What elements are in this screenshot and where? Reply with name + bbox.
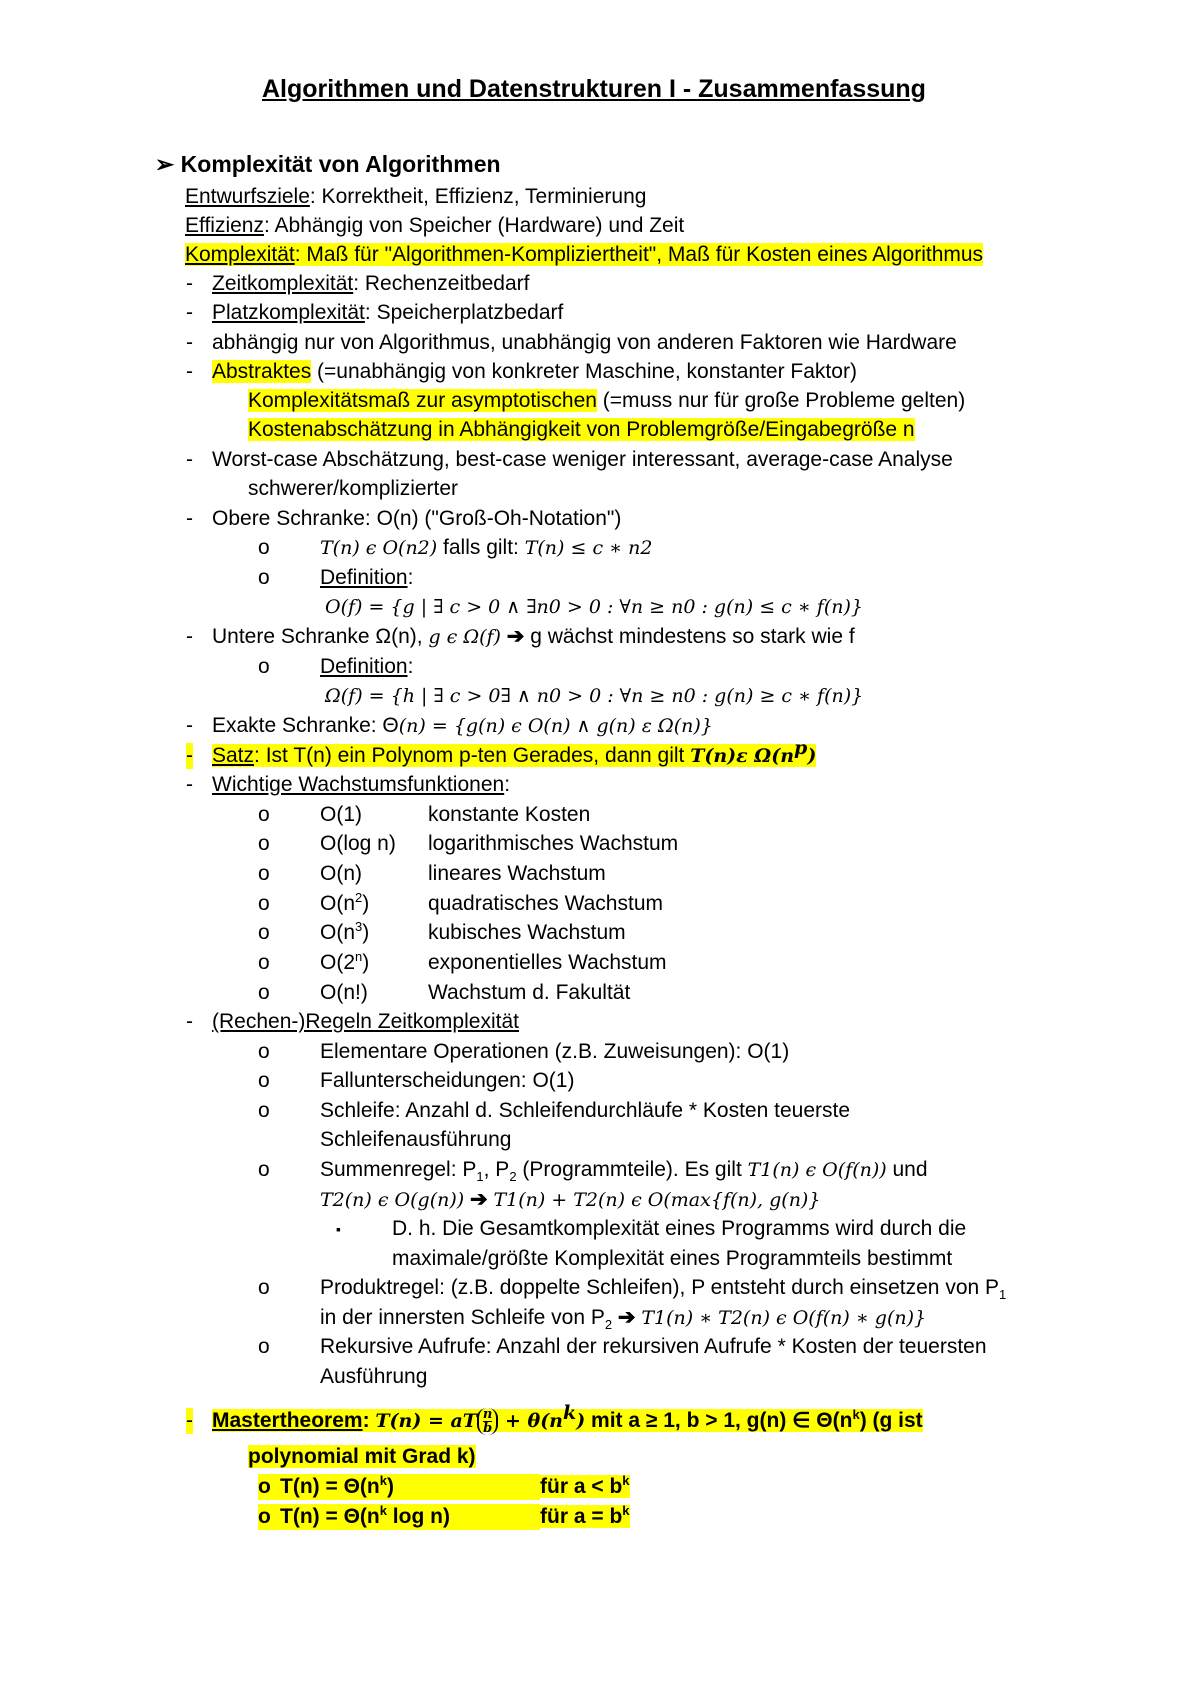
dash-marker: - <box>186 448 193 471</box>
dash-marker: - <box>186 1010 193 1033</box>
section-heading-text: Komplexität von Algorithmen <box>180 151 501 177</box>
dash-marker: - <box>186 360 193 383</box>
obere-schranke-condition: T(n) ϵ O(n2) falls gilt: T(n) ≤ c ∗ n2 <box>320 536 653 559</box>
satz-line: Satz: Ist T(n) ein Polynom p-ten Gerades, dann gilt T(n)ε $\Omega(n^p)$ <box>212 737 817 767</box>
growth-description: lineares Wachstum <box>428 862 606 885</box>
arrow-bullet-icon: ➢ <box>155 151 175 177</box>
growth-description: Wachstum d. Fakultät <box>428 981 631 1004</box>
entwurfsziele-line: Entwurfsziele: Korrektheit, Effizienz, Terminierung <box>185 185 647 208</box>
document-title: Algorithmen und Datenstrukturen I - Zusammenfassung <box>262 75 926 103</box>
arrow-right-icon: ➔ <box>464 1188 494 1211</box>
square-bullet-icon: ▪ <box>336 1221 341 1237</box>
circle-marker: o <box>258 1474 283 1500</box>
growth-description: logarithmisches Wachstum <box>428 832 679 855</box>
definition-label: Definition: <box>320 655 414 678</box>
growth-notation: $O(n^2)$ <box>320 890 370 915</box>
growth-notation: O(n!) <box>320 981 368 1004</box>
growth-notation: O(1) <box>320 803 362 826</box>
obere-definition-formula: O(f) = {g | ∃ c > 0 ∧ ∃n0 > 0 : ∀n ≥ n0 : g(n) ≤ c ∗ f(n)} <box>325 596 863 618</box>
master-case-1: $T(n) = \Theta(n^k)$ für $a < b^k$ <box>280 1473 630 1498</box>
growth-notation: O(log n) <box>320 832 396 855</box>
growth-notation: O(2$^n$) <box>320 949 370 974</box>
dash-marker: - <box>186 272 193 295</box>
circle-marker: o <box>258 1158 270 1181</box>
growth-description: konstante Kosten <box>428 803 591 826</box>
exakte-schranke-line: Exakte Schranke: Θ(n) = {g(n) ϵ O(n) ∧ g(n) ε Ω(n)} <box>212 714 713 737</box>
abhaengig-line: abhängig nur von Algorithmus, unabhängig von anderen Faktoren wie Hardware <box>212 331 957 354</box>
circle-marker: o <box>258 536 270 559</box>
master-case-2: $T(n) = \Theta(n^k$ log n) für $a = b^k$ <box>280 1503 630 1528</box>
circle-marker: o <box>258 1276 270 1299</box>
dash-marker: - <box>186 744 193 767</box>
circle-marker: o <box>258 566 270 589</box>
mastertheorem-line: Mastertheorem: T(n) = aT $\frac{n}{b}$ + $\theta(n^k)$ mit a ≥ 1, b > 1, g(n) ∈ $\Theta(n^k)$ (g ist <box>212 1402 923 1436</box>
circle-marker: o <box>258 862 270 885</box>
growth-notation: O(n) <box>320 862 362 885</box>
growth-description: kubisches Wachstum <box>428 921 626 944</box>
summenregel-line-2: T2(n) ϵ O(g(n)) ➔ T1(n) + T2(n) ϵ O(max{f(n), g(n)} <box>320 1188 821 1211</box>
growth-notation: $O(n^3)$ <box>320 919 370 944</box>
komplexitaet-line: Komplexität: Maß für "Algorithmen-Kompliziertheit", Maß für Kosten eines Algorithmus <box>185 243 984 266</box>
circle-marker: o <box>258 1504 283 1530</box>
effizienz-line: Effizienz: Abhängig von Speicher (Hardware) und Zeit <box>185 214 685 237</box>
rekursive-aufrufe-line-2: Ausführung <box>320 1365 428 1388</box>
circle-marker: o <box>258 951 270 974</box>
komplexitaetsmass-line: Komplexitätsmaß zur asymptotischen (=muss nur für große Probleme gelten) <box>248 389 966 412</box>
circle-marker: o <box>258 1069 270 1092</box>
produktregel-line-2: in der innersten Schleife von $P_2$ ➔ T1(n) ∗ T2(n) ϵ O(f(n) ∗ g(n)} <box>320 1306 927 1333</box>
circle-marker: o <box>258 1099 270 1122</box>
fraction-n-over-b: $\frac{n}{b}$ <box>477 1408 498 1435</box>
fallunterscheidungen-line: Fallunterscheidungen: O(1) <box>320 1069 575 1092</box>
dash-marker: - <box>186 714 193 737</box>
rechenregeln-line: (Rechen-)Regeln Zeitkomplexität <box>212 1010 519 1033</box>
circle-marker: o <box>258 921 270 944</box>
section-heading <box>155 151 501 177</box>
platzkomplexitaet-line: Platzkomplexität: Speicherplatzbedarf <box>212 301 564 324</box>
dh-line: D. h. Die Gesamtkomplexität eines Programms wird durch die <box>392 1217 967 1240</box>
dash-marker: - <box>186 331 193 354</box>
dh-line-2: maximale/größte Komplexität eines Programmteils bestimmt <box>392 1247 953 1270</box>
circle-marker: o <box>258 981 270 1004</box>
dash-marker: - <box>186 625 193 648</box>
circle-marker: o <box>258 892 270 915</box>
circle-marker: o <box>258 1040 270 1063</box>
elementare-line: Elementare Operationen (z.B. Zuweisungen): O(1) <box>320 1040 790 1063</box>
worst-case-line-2: schwerer/komplizierter <box>248 477 459 500</box>
rekursive-aufrufe-line: Rekursive Aufrufe: Anzahl der rekursiven Aufrufe * Kosten der teuersten <box>320 1335 987 1358</box>
summenregel-line: Summenregel: $P_1$, $P_2$ (Programmteile). Es gilt T1(n) ϵ O(f(n)) und <box>320 1158 928 1185</box>
circle-marker: o <box>258 832 270 855</box>
abstraktes-line: Abstraktes (=unabhängig von konkreter Maschine, konstanter Faktor) <box>212 360 857 383</box>
wichtige-wachstumsfunktionen-line: Wichtige Wachstumsfunktionen: <box>212 773 511 796</box>
worst-case-line: Worst-case Abschätzung, best-case weniger interessant, average-case Analyse <box>212 448 953 471</box>
untere-schranke-line: Untere Schranke Ω(n), g ϵ Ω(f) ➔ g wächst mindestens so stark wie f <box>212 625 855 648</box>
arrow-right-icon: ➔ <box>612 1306 642 1329</box>
dash-marker: - <box>186 507 193 530</box>
obere-schranke-line: Obere Schranke: O(n) ("Groß-Oh-Notation") <box>212 507 622 530</box>
dash-marker: - <box>186 301 193 324</box>
growth-description: quadratisches Wachstum <box>428 892 663 915</box>
kostenabschaetzung-line: Kostenabschätzung in Abhängigkeit von Problemgröße/Eingabegröße n <box>248 418 915 441</box>
dash-marker: - <box>186 773 193 796</box>
schleife-line-2: Schleifenausführung <box>320 1128 512 1151</box>
dash-marker: - <box>186 1409 193 1432</box>
arrow-right-icon: ➔ <box>500 625 531 648</box>
untere-definition-formula: Ω(f) = {h | ∃ c > 0∃ ∧ n0 > 0 : ∀n ≥ n0 : g(n) ≥ c ∗ f(n)} <box>325 685 864 707</box>
schleife-line: Schleife: Anzahl d. Schleifendurchläufe * Kosten teuerste <box>320 1099 851 1122</box>
circle-marker: o <box>258 1335 270 1358</box>
mastertheorem-line-2: polynomial mit Grad k) <box>248 1445 476 1468</box>
circle-marker: o <box>258 655 270 678</box>
produktregel-line: Produktregel: (z.B. doppelte Schleifen), P entsteht durch einsetzen von $P_1$ <box>320 1276 1007 1303</box>
zeitkomplexitaet-line: Zeitkomplexität: Rechenzeitbedarf <box>212 272 530 295</box>
circle-marker: o <box>258 803 270 826</box>
growth-description: exponentielles Wachstum <box>428 951 667 974</box>
definition-label: Definition: <box>320 566 414 589</box>
